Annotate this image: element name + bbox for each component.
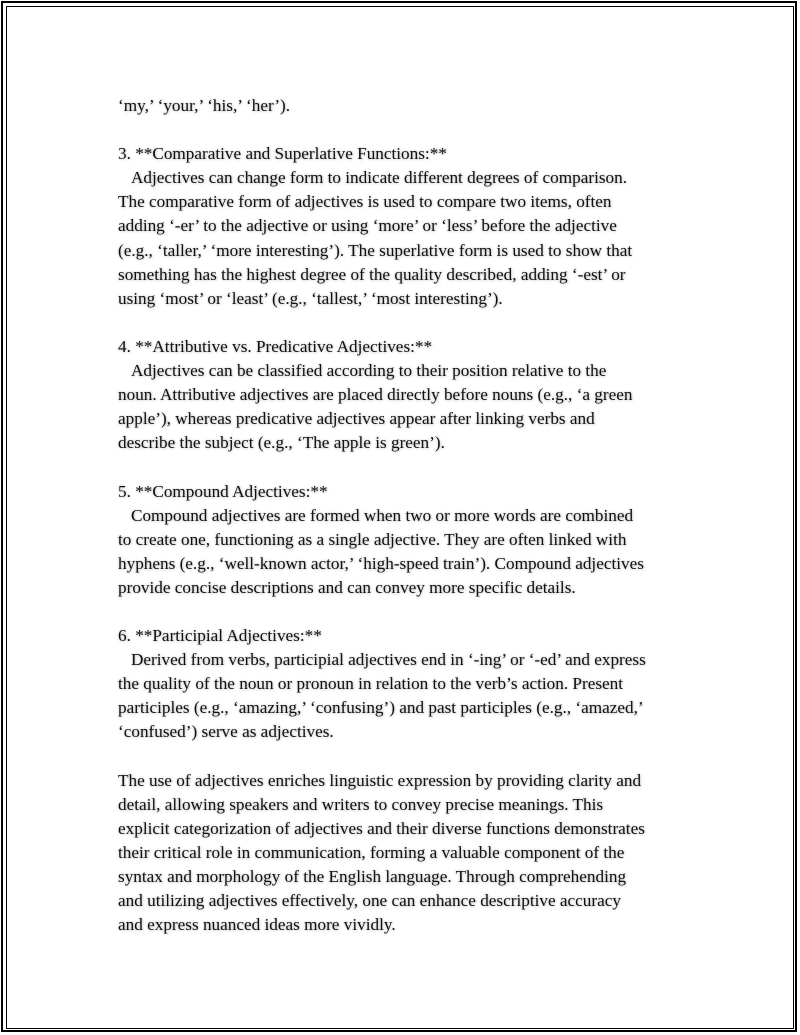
body-line: detail, allowing speakers and writers to convey precise meanings. This: [118, 794, 604, 814]
body-line: hyphens (e.g., ‘well-known actor,’ ‘high-speed train’). Compound adjectives: [118, 553, 644, 573]
section-comparative-superlative: [118, 142, 698, 311]
paragraph-gap: [118, 118, 698, 142]
body-line: adding ‘-er’ to the adjective or using ‘more’ or ‘less’ before the adjective: [118, 216, 617, 236]
body-line: ‘confused’) serve as adjectives.: [118, 722, 334, 742]
body-line: provide concise descriptions and can convey more specific details.: [118, 577, 576, 597]
section-compound-adjectives: [118, 480, 698, 600]
document-body: [118, 94, 698, 937]
body-line: describe the subject (e.g., ‘The apple is green’).: [118, 433, 445, 453]
section-heading: 3. **Comparative and Superlative Functions:**: [118, 144, 447, 164]
body-line: Adjectives can be classified according to their position relative to the: [131, 361, 607, 381]
section-participial-adjectives: [118, 624, 698, 744]
body-line: participles (e.g., ‘amazing,’ ‘confusing’) and past participles (e.g., ‘amazed,’: [118, 698, 644, 718]
body-line: noun. Attributive adjectives are placed directly before nouns (e.g., ‘a green: [118, 385, 633, 405]
body-line: something has the highest degree of the quality described, adding ‘-est’ or: [118, 264, 626, 284]
continuation-line: ‘my,’ ‘your,’ ‘his,’ ‘her’).: [118, 96, 291, 115]
paragraph-gap: [118, 311, 698, 335]
body-line: their critical role in communication, forming a valuable component of the: [118, 842, 625, 862]
conclusion-paragraph: [118, 769, 698, 938]
body-line: to create one, functioning as a single adjective. They are often linked with: [118, 529, 627, 549]
section-heading: 6. **Participial Adjectives:**: [118, 626, 322, 646]
body-line: the quality of the noun or pronoun in relation to the verb’s action. Present: [118, 674, 624, 694]
body-line: apple’), whereas predicative adjectives appear after linking verbs and: [118, 409, 595, 429]
body-line: Derived from verbs, participial adjectives end in ‘-ing’ or ‘-ed’ and express: [131, 650, 646, 670]
body-line: and utilizing adjectives effectively, one can enhance descriptive accuracy: [118, 891, 621, 911]
section-heading: 5. **Compound Adjectives:**: [118, 481, 328, 501]
paragraph-gap: [118, 600, 698, 624]
body-line: and express nuanced ideas more vividly.: [118, 915, 396, 935]
body-line: The comparative form of adjectives is used to compare two items, often: [118, 192, 612, 212]
body-line: (e.g., ‘taller,’ ‘more interesting’). The superlative form is used to show that: [118, 240, 633, 260]
paragraph-gap: [118, 745, 698, 769]
body-line: Adjectives can change form to indicate different degrees of comparison.: [131, 168, 628, 188]
section-attributive-predicative: [118, 335, 698, 455]
paragraph-gap: [118, 455, 698, 479]
section-heading: 4. **Attributive vs. Predicative Adjectives:**: [118, 336, 433, 356]
body-line: Compound adjectives are formed when two or more words are combined: [131, 505, 634, 525]
body-line: explicit categorization of adjectives and their diverse functions demonstrates: [118, 818, 645, 838]
body-line: The use of adjectives enriches linguistic expression by providing clarity and: [118, 770, 642, 790]
body-line: using ‘most’ or ‘least’ (e.g., ‘tallest,’ ‘most interesting’).: [118, 288, 503, 308]
body-line: syntax and morphology of the English language. Through comprehending: [118, 867, 627, 886]
